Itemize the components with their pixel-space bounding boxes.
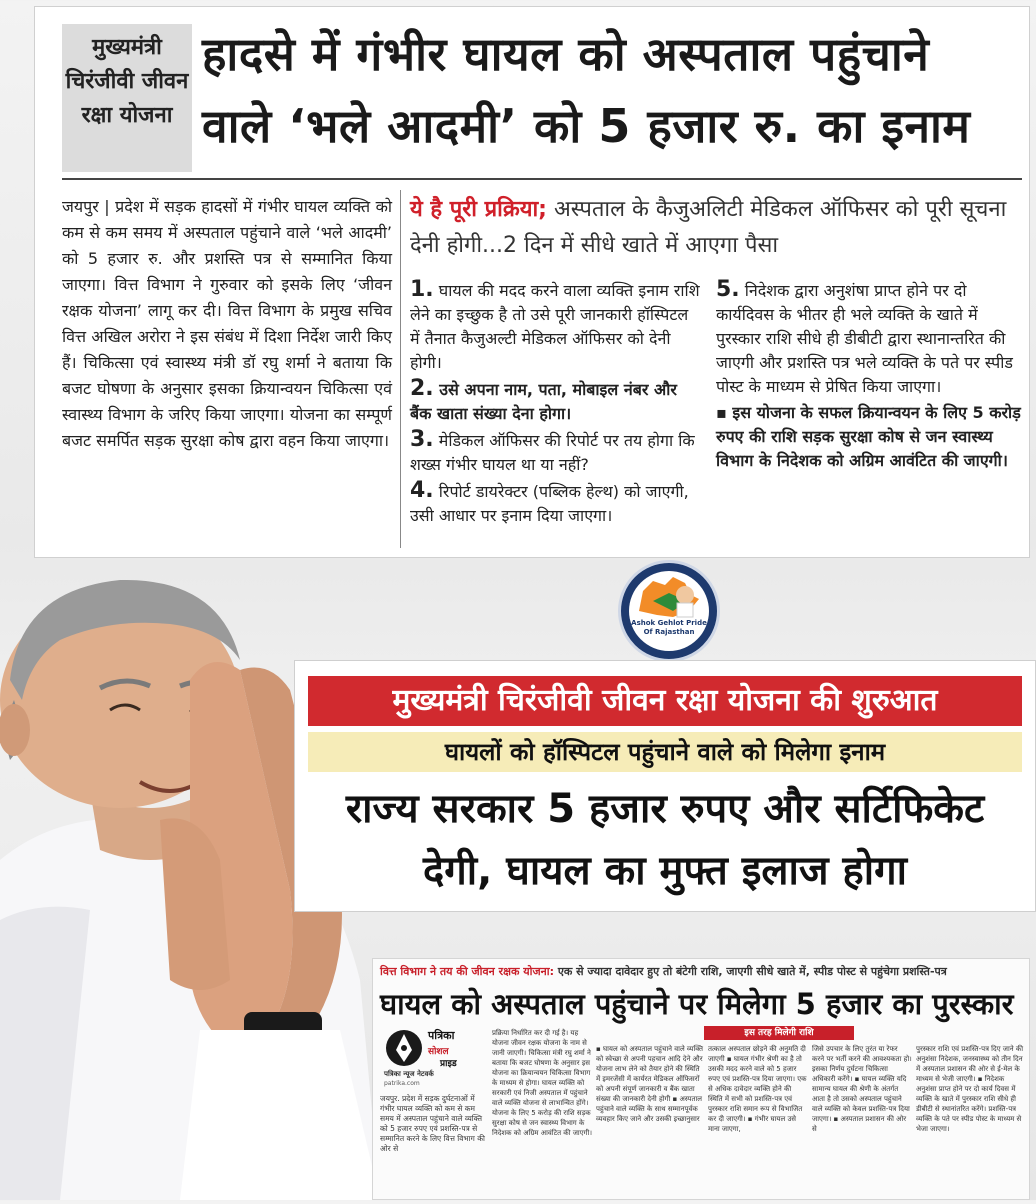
section-label: इस तरह मिलेगी राशि bbox=[704, 1026, 854, 1040]
column-divider bbox=[400, 190, 401, 548]
step-item: 5. निदेशक द्वारा अनुशंषा प्राप्त होने पर दो कार्यदिवस के भीतर ही भले व्यक्ति के खाते में पुरस्कार राशि सीधे ही डीबीटी द्वारा स्थानान्तरित की जाएगी और प्रशस्ति पत्र भले व्यक्ति के पते पर स्पीड पोस्ट के माध्यम से प्रेषित किया जाएगा। bbox=[716, 277, 1013, 396]
clipping-column-6: पुरस्कार राशि एवं प्रशस्ति-पत्र दिए जाने की अनुशंसा निदेशक, जनस्वास्थ्य को तीन दिन में अस्पताल प्रशासन की ओर से ई-मेल के माध्यम से भेजी जाएगी। ▪ निदेशक अनुशंसा प्राप्त होने पर दो कार्य दिवस में व्यक्ति के खाते में पुरस्कार राशि सीधे ही डीबीटी से स्थानांतरित करेंगे। प्रशस्ति-पत्र व्यक्ति के पते पर स्पीड पोस्ट के माध्यम से भेजा जाएगा। bbox=[916, 1045, 1024, 1133]
rajasthan-map-icon bbox=[629, 571, 709, 621]
article-body: जयपुर | प्रदेश में सड़क हादसों में गंभीर घायल व्यक्ति को कम से कम समय में अस्पताल पहुंचाने वाले ‘भले आदमी’ को 5 हजार रु. और प्रशस्ति पत्र से सम्मानित किया जाएगा। वित्त विभाग ने गुरुवार को इसके लिए ‘जीवन रक्षक योजना’ लागू कर दी। वित्त विभाग के प्रमुख सचिव वित्त अखिल अरोरा ने इस संबंध में दिशा निर्देश जारी किए हैं। चिकित्सा एवं स्वास्थ्य मंत्री डॉ रघु शर्मा ने बताया कि बजट घोषणा के अनुसार इसका क्रियान्वयन चिकित्सा एवं स्वास्थ्य विभाग के जरिए किया जाएगा। योजना का सम्पूर्ण बजट समर्पित सड़क सुरक्षा कोष द्वारा वहन किया जाएगा। bbox=[62, 197, 392, 450]
patrika-social-pride-logo bbox=[384, 1028, 484, 1090]
steps-column-2 bbox=[716, 278, 1022, 475]
clipping-headline: घायल को अस्पताल पहुंचाने पर मिलेगा 5 हजार का पुरस्कार bbox=[380, 987, 1014, 1021]
clipping-column-5: जिसे उपचार के लिए तुरंत या रेफर करने पर भर्ती करने की आवश्यकता हो। इसका निर्णय दुर्घटना चिकित्सा अधिकारी करेंगे। ▪ घायल व्यक्ति यदि सामान्य घायल की श्रेणी के अंतर्गत आता है तो उसको अस्पताल पहुंचाने वाले व्यक्ति को केवल प्रशस्ति-पत्र दिया जाएगा। ▪ अस्पताल प्रशासन की ओर से bbox=[812, 1045, 912, 1133]
patrika-site: patrika.com bbox=[384, 1080, 420, 1087]
logo-text: Ashok Gehlot Pride Of Rajasthan bbox=[631, 619, 707, 636]
step-item: 2. उसे अपना नाम, पता, मोबाइल नंबर और बैंक खाता संख्या देना होगा। bbox=[410, 376, 677, 423]
patrika-name: पत्रिका bbox=[428, 1029, 455, 1042]
budget-note: ▪ इस योजना के सफल क्रियान्वयन के लिए 5 करोड़ रुपए की राशि सड़क सुरक्षा कोष से जन स्वास्थ्य विभाग के निदेशक को अग्रिम आवंटित की जाएगी। bbox=[716, 403, 1021, 470]
logo-inner-circle bbox=[629, 571, 709, 651]
clipping-column-3: ▪ घायल को अस्पताल पहुंचाने वाले व्यक्ति को स्वेच्छा से अपनी पहचान आदि देने और योजना लाभ लेने को तैयार होने की स्थिति में इमरजेंसी में कार्यरत मेडिकल ऑफिसरों को अपनी संपूर्ण जानकारी व बैंक खाता संख्या की जानकारी देनी होगी ▪ अस्पताल पहुंचाने वाले व्यक्ति के साथ सम्मानपूर्वक व्यवहार किए जाने और उसकी इच्छानुसार bbox=[596, 1045, 703, 1123]
patrika-tag-1: सोशल bbox=[428, 1047, 449, 1057]
clipping-intro: जयपुर. प्रदेश में सड़क दुर्घटनाओं में गंभीर घायल व्यक्ति को कम से कम समय में अस्पताल पहुंचाने वाले व्यक्ति को 5 हजार रुपए एवं प्रशस्ति-पत्र से सम्मानित करने के लिए वित्त विभाग की ओर से bbox=[380, 1094, 485, 1153]
patrika-network: पत्रिका न्यूज नेटवर्क bbox=[384, 1070, 434, 1078]
divider bbox=[62, 178, 1022, 180]
banner-yellow-strip: घायलों को हॉस्पिटल पहुंचाने वाले को मिलेगा इनाम bbox=[308, 732, 1022, 772]
headline-line-1: हादसे में गंभीर घायल को अस्पताल पहुंचाने bbox=[202, 27, 930, 81]
subhead-text: अस्पताल के कैजुअलिटी मेडिकल ऑफिसर को पूरी सूचना देनी होगी...2 दिन में सीधे खाते में आएगा पैसा bbox=[410, 197, 1007, 258]
scheme-tag: मुख्यमंत्री चिरंजीवी जीवन रक्षा योजना bbox=[62, 24, 192, 172]
kicker-text: एक से ज्यादा दावेदार हुए तो बंटेगी राशि, जाएगी सीधे खाते में, स्पीड पोस्ट से पहुंचेगा प्रशस्ति-पत्र bbox=[553, 965, 947, 978]
pen-nib-icon bbox=[384, 1028, 424, 1068]
clipping-kicker bbox=[380, 964, 1024, 980]
clipping-column-2: प्रक्रिया निर्धारित कर दी गई है। यह योजना जीवन रक्षक योजना के नाम से जानी जाएगी। चिकित्सा मंत्री रघु शर्मा ने बताया कि बजट घोषणा के अनुसार इस योजना का क्रियान्वयन चिकित्सा विभाग के माध्यम से होगा। घायल व्यक्ति को सरकारी एवं निजी अस्पताल में पहुंचाने वाले व्यक्ति योजना से लाभान्वित होंगे। योजना के लिए 5 करोड़ की राशि सड़क सुरक्षा कोष से जन स्वास्थ्य विभाग के निदेशक को अग्रिम आवंटित की जाएगी। bbox=[492, 1029, 593, 1137]
headline-line-2: वाले ‘भले आदमी’ को 5 हजार रु. का इनाम bbox=[202, 99, 971, 153]
step-item: 4. रिपोर्ट डायरेक्टर (पब्लिक हेल्थ) को जाएगी, उसी आधार पर इनाम दिया जाएगा। bbox=[410, 478, 689, 525]
banner-main-line-2: देगी, घायल का मुफ्त इलाज होगा bbox=[423, 848, 907, 894]
headline bbox=[202, 18, 1012, 162]
banner-main-text bbox=[308, 778, 1022, 902]
step-item: 3. मेडिकल ऑफिसर की रिपोर्ट पर तय होगा कि शख्स गंभीर घायल था या नहीं? bbox=[410, 427, 695, 474]
patrika-tag-2: प्राइड bbox=[440, 1059, 457, 1069]
banner-main-line-1: राज्य सरकार 5 हजार रुपए और सर्टिफिकेट bbox=[345, 786, 985, 832]
kicker-highlight: वित्त विभाग ने तय की जीवन रक्षक योजना: bbox=[380, 965, 554, 978]
process-subhead bbox=[410, 192, 1022, 264]
pride-of-rajasthan-logo bbox=[618, 560, 720, 662]
steps-column-1 bbox=[410, 278, 702, 530]
subhead-highlight: ये है पूरी प्रक्रिया; bbox=[410, 197, 547, 222]
banner-red-strip: मुख्यमंत्री चिरंजीवी जीवन रक्षा योजना की शुरुआत bbox=[308, 676, 1022, 726]
step-item: 1. घायल की मदद करने वाला व्यक्ति इनाम राशि लेने का इच्छुक है तो उसे पूरी जानकारी हॉस्पिटल में तैनात कैजुअल्टी मेडिकल ऑफिसर को देनी होगी। bbox=[410, 277, 700, 372]
clipping-column-4: तत्काल अस्पताल छोड़ने की अनुमति दी जाएगी ▪ घायल गंभीर श्रेणी का है तो उसकी मदद करने वाले को 5 हजार रुपए एवं प्रशस्ति-पत्र दिया जाएगा। एक से अधिक दावेदार व्यक्ति होने की स्थिति में सभी को प्रशस्ति-पत्र एवं पुरस्कार राशि समान रूप से विभाजित कर दी जाएगी। ▪ गंभीर घायल उसे माना जाएगा, bbox=[708, 1045, 807, 1133]
